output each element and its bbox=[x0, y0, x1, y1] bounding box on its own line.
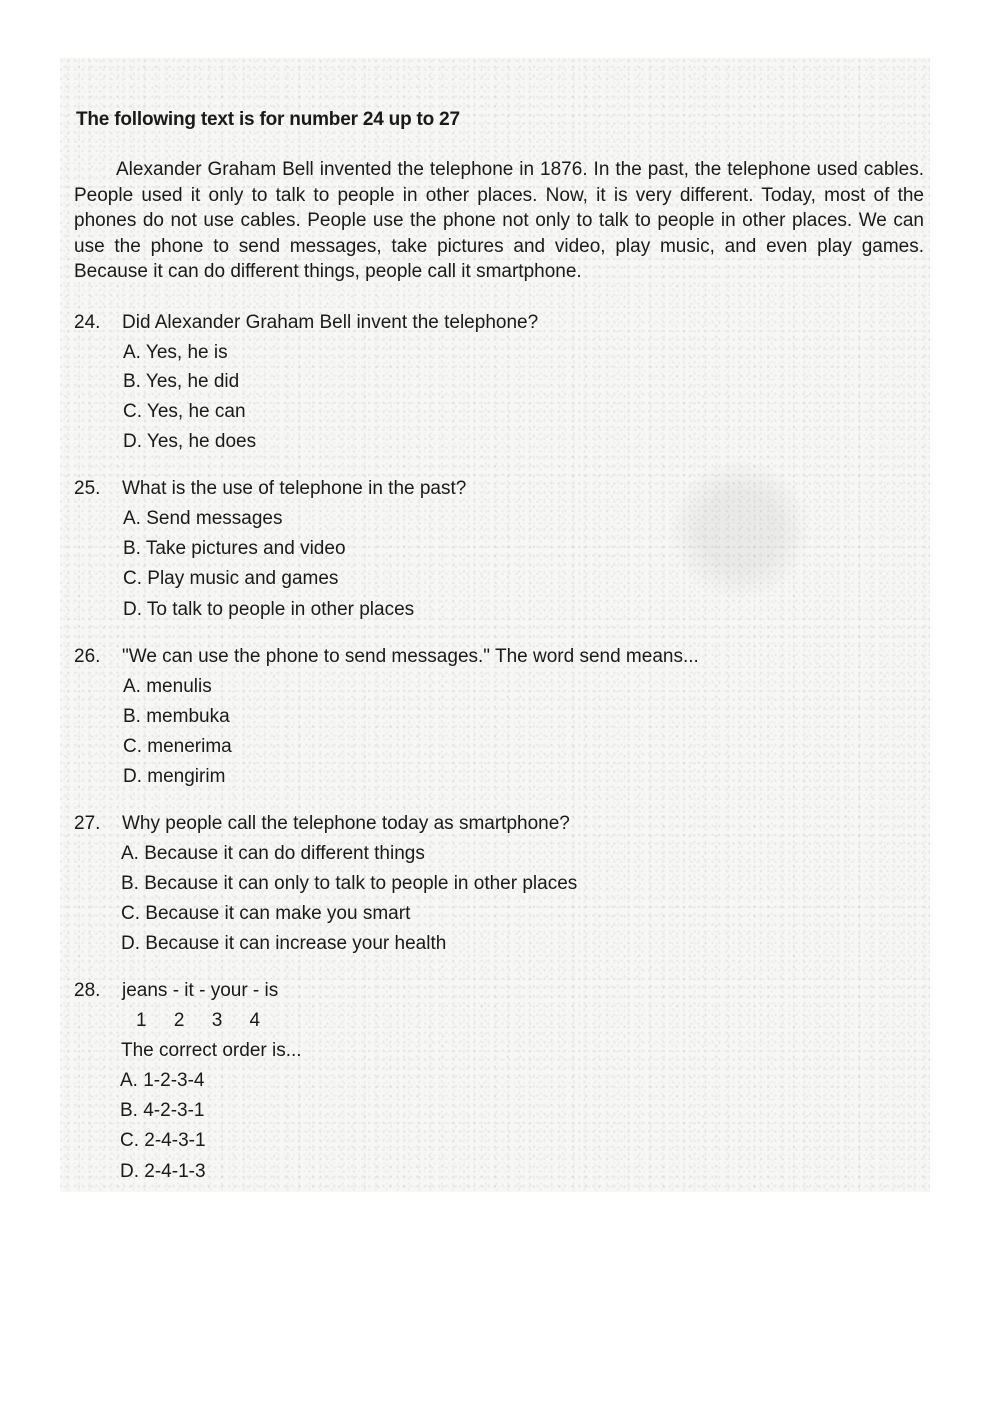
option-a: A. menulis bbox=[123, 676, 212, 697]
section-heading: The following text is for number 24 up to 27 bbox=[76, 109, 460, 130]
question-number: 25. bbox=[74, 478, 101, 499]
option-b: B. Yes, he did bbox=[123, 371, 240, 392]
question-text: jeans - it - your - is bbox=[122, 980, 279, 1001]
option-c: C. menerima bbox=[123, 736, 232, 757]
option-a: A. Because it can do different things bbox=[121, 843, 425, 864]
question-text: Why people call the telephone today as smartphone? bbox=[122, 813, 570, 834]
option-a: A. Send messages bbox=[123, 508, 283, 529]
option-c: C. Yes, he can bbox=[123, 401, 246, 422]
option-d: D. 2-4-1-3 bbox=[120, 1161, 206, 1182]
question-text: "We can use the phone to send messages." The word send means... bbox=[122, 646, 699, 667]
question-text: What is the use of telephone in the past? bbox=[122, 478, 467, 499]
option-d: D. To talk to people in other places bbox=[123, 599, 415, 620]
question-prompt: The correct order is... bbox=[121, 1040, 302, 1061]
option-c: C. 2-4-3-1 bbox=[120, 1130, 206, 1151]
option-a: A. Yes, he is bbox=[123, 342, 228, 363]
word-numbers: 1 2 3 4 bbox=[136, 1010, 261, 1031]
option-d: D. Because it can increase your health bbox=[121, 933, 447, 954]
option-b: B. membuka bbox=[123, 706, 230, 727]
question-number: 26. bbox=[74, 646, 101, 667]
option-d: D. Yes, he does bbox=[123, 431, 257, 452]
option-d: D. mengirim bbox=[123, 766, 226, 787]
question-text: Did Alexander Graham Bell invent the telephone? bbox=[122, 312, 539, 333]
question-number: 28. bbox=[74, 980, 101, 1001]
option-c: C. Play music and games bbox=[123, 568, 339, 589]
option-c: C. Because it can make you smart bbox=[121, 903, 411, 924]
question-number: 24. bbox=[74, 312, 101, 333]
option-b: B. Take pictures and video bbox=[123, 538, 346, 559]
option-b: B. Because it can only to talk to people in other places bbox=[121, 873, 578, 894]
option-b: B. 4-2-3-1 bbox=[120, 1100, 205, 1121]
question-number: 27. bbox=[74, 813, 101, 834]
faded-stamp bbox=[670, 460, 810, 600]
option-a: A. 1-2-3-4 bbox=[120, 1070, 205, 1091]
reading-passage: Alexander Graham Bell invented the telephone in 1876. In the past, the telephone used cables. People used it only to talk to people in other places. Now, it is very different. Today, most of the phones do not use cables. People use the phone not only to talk to people in other places. We can use the phone to send messages, take pictures and video, play music, and even play games. Because it can do different things, people call it smartphone. bbox=[74, 159, 924, 282]
